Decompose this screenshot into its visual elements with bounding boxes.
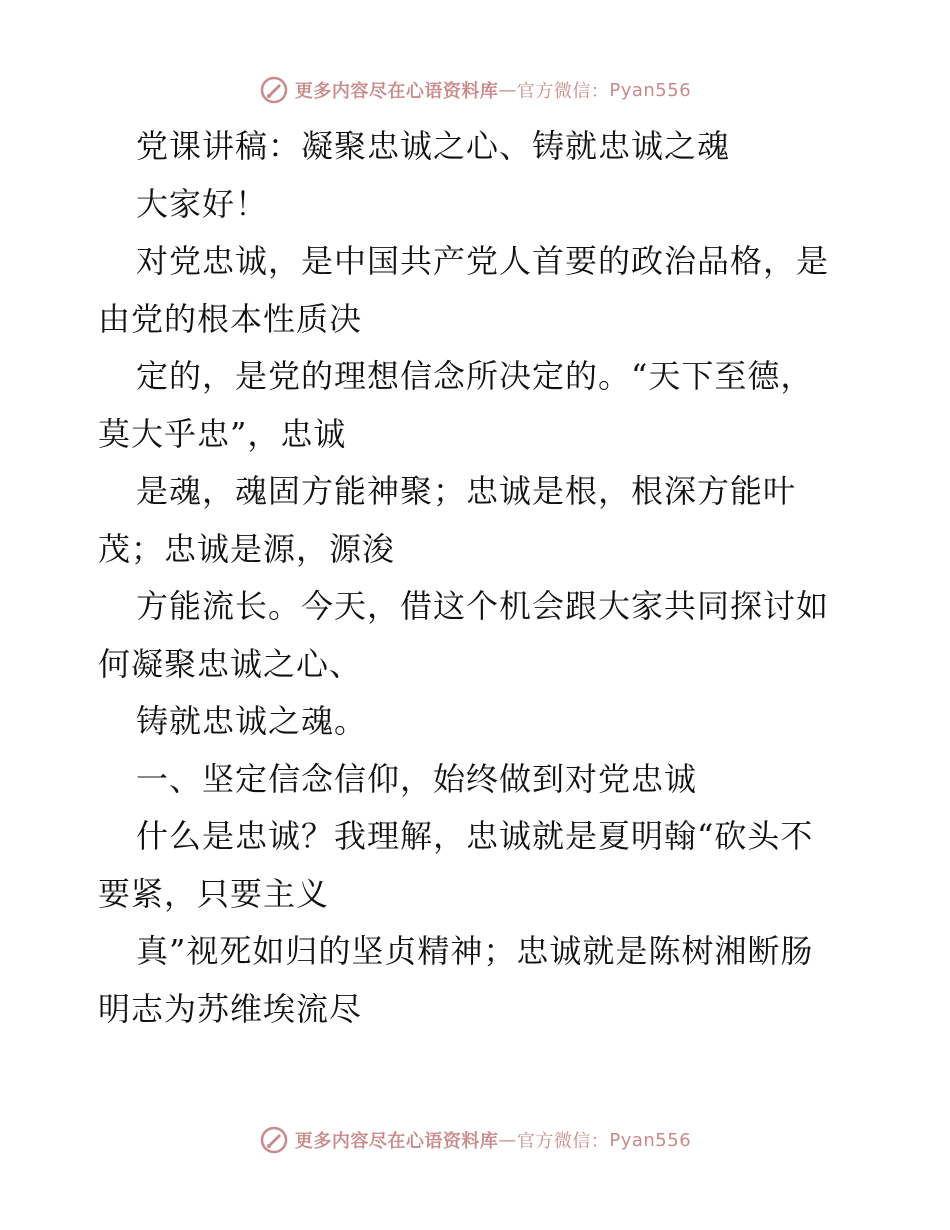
quill-logo-icon: [259, 75, 289, 105]
watermark-wechat-label: 官方微信：: [516, 1131, 610, 1152]
paragraph-line: 真”视死如归的坚贞精神；忠诚就是陈树湘断肠: [136, 932, 814, 970]
paragraph-line: 何凝聚忠诚之心、: [98, 644, 363, 683]
paragraph-line: 是魂，魂固方能神聚；忠诚是根，根深方能叶: [136, 472, 797, 510]
paragraph-line: 莫大乎忠”，忠诚: [98, 414, 347, 453]
document-title: 党课讲稿：凝聚忠诚之心、铸就忠诚之魂: [136, 127, 731, 165]
paragraph-line: 要紧，只要主义: [98, 874, 330, 913]
paragraph-line: 对党忠诚，是中国共产党人首要的政治品格，是: [136, 242, 830, 280]
watermark-wechat-id: Pyan556: [609, 1129, 692, 1151]
paragraph-line: 方能流长。今天，借这个机会跟大家共同探讨如: [136, 587, 830, 625]
paragraph-line: 明志为苏维埃流尽: [98, 989, 363, 1028]
watermark-header: [0, 70, 950, 110]
paragraph-line: 什么是忠诚？我理解，忠诚就是夏明翰“砍头不: [136, 817, 814, 855]
watermark-dash: —: [498, 1129, 517, 1151]
watermark-footer: [0, 1120, 950, 1160]
paragraph-line: 定的，是党的理想信念所决定的。“天下至德，: [136, 357, 814, 395]
watermark-wechat-label: 官方微信：: [516, 81, 610, 102]
paragraph-line: 由党的根本性质决: [98, 299, 363, 338]
watermark-dash: —: [498, 79, 517, 101]
section-heading: 一、坚定信念信仰，始终做到对党忠诚: [136, 759, 698, 798]
quill-logo-icon: [259, 1125, 289, 1155]
paragraph-line: 大家好！: [136, 184, 269, 223]
paragraph-line: 铸就忠诚之魂。: [136, 702, 368, 740]
paragraph-line: 茂；忠诚是源，源浚: [98, 529, 396, 568]
document-body: [98, 118, 858, 1038]
watermark-brand: 更多内容尽在心语资料库: [294, 81, 499, 102]
watermark-wechat-id: Pyan556: [609, 79, 692, 101]
watermark-brand: 更多内容尽在心语资料库: [294, 1131, 499, 1152]
